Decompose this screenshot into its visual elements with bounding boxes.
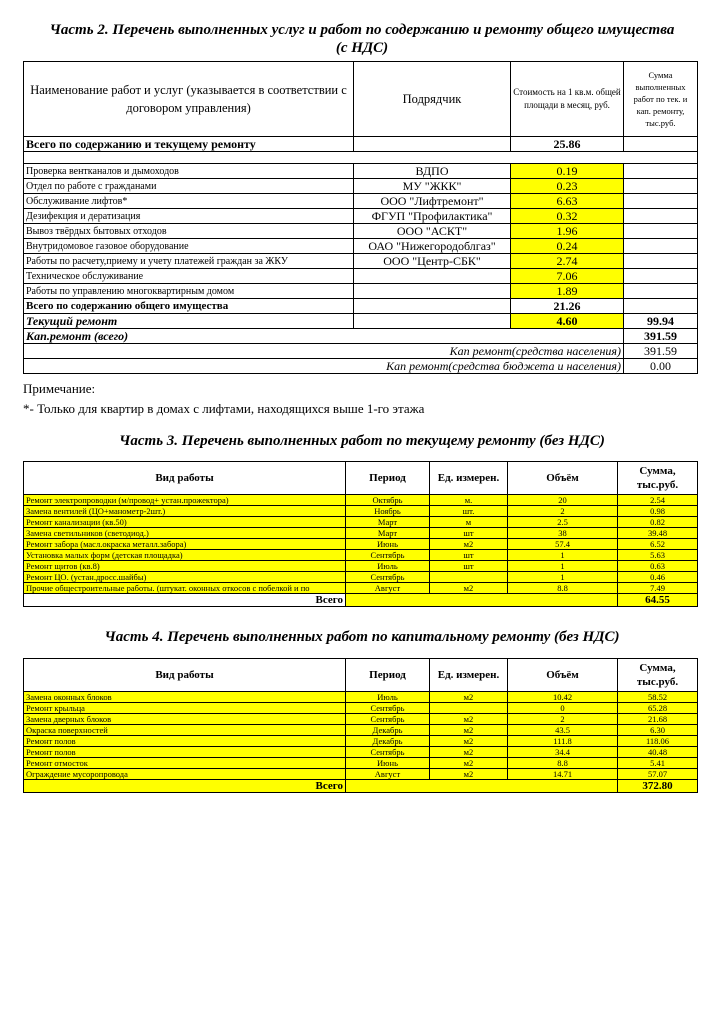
work-volume: 1 xyxy=(508,561,618,572)
work-sum: 6.52 xyxy=(618,539,698,550)
work-name: Замена оконных блоков xyxy=(24,692,346,703)
part3-title: Часть 3. Перечень выполненных работ по текущему ремонту (без НДС) xyxy=(119,433,605,449)
work-sum: 0.46 xyxy=(618,572,698,583)
part2-title-line1: Часть 2. Перечень выполненных услуг и работ по содержанию и ремонту общего имущества xyxy=(49,22,675,38)
common-total-empty xyxy=(354,299,511,314)
p4-total-empty xyxy=(346,780,430,793)
service-sum-empty xyxy=(624,254,698,269)
p3-header-volume: Объём xyxy=(508,462,618,495)
table-row xyxy=(24,517,698,528)
spacer-row xyxy=(24,152,698,164)
work-unit: м2 xyxy=(430,758,508,769)
work-name: Ремонт щитов (кв.8) xyxy=(24,561,346,572)
work-sum: 57.07 xyxy=(618,769,698,780)
current-repair-label: Текущий ремонт xyxy=(24,314,354,329)
work-unit: шт. xyxy=(430,506,508,517)
service-sum-empty xyxy=(624,269,698,284)
work-volume: 20 xyxy=(508,495,618,506)
work-name: Прочие общестроительные работы. (штукат. оконных откосов с побелкой и по xyxy=(24,583,346,594)
part3-table xyxy=(23,461,698,607)
table-row xyxy=(24,539,698,550)
service-contractor xyxy=(354,284,511,299)
service-sum-empty xyxy=(624,224,698,239)
table-row xyxy=(24,495,698,506)
service-name: Работы по расчету,приему и учету платежей граждан за ЖКУ xyxy=(24,254,354,269)
part4-header-row xyxy=(24,659,698,692)
table-row xyxy=(24,583,698,594)
work-volume: 10.42 xyxy=(508,692,618,703)
work-sum: 7.49 xyxy=(618,583,698,594)
service-sum-empty xyxy=(624,179,698,194)
work-name: Ремонт забора (масл.окраска металл.забора) xyxy=(24,539,346,550)
work-unit: м2 xyxy=(430,736,508,747)
work-volume: 2.5 xyxy=(508,517,618,528)
p3-total-label: Всего xyxy=(24,594,346,607)
p4-total-value: 372.80 xyxy=(618,780,698,793)
work-sum: 118.06 xyxy=(618,736,698,747)
service-contractor: ООО "Центр-СБК" xyxy=(354,254,511,269)
work-name: Ремонт полов xyxy=(24,736,346,747)
total-empty xyxy=(354,137,511,152)
p3-total-value: 64.55 xyxy=(618,594,698,607)
work-sum: 6.30 xyxy=(618,725,698,736)
work-unit: м2 xyxy=(430,769,508,780)
service-contractor: ОАО "Нижегородоблгаз" xyxy=(354,239,511,254)
cap-repair-empty xyxy=(354,329,511,344)
work-sum: 39.48 xyxy=(618,528,698,539)
service-name: Внутридомовое газовое оборудование xyxy=(24,239,354,254)
work-sum: 5.63 xyxy=(618,550,698,561)
work-name: Ремонт электропроводки (м/провод+ устан.прожектора) xyxy=(24,495,346,506)
work-volume: 14.71 xyxy=(508,769,618,780)
work-volume: 1 xyxy=(508,550,618,561)
work-unit xyxy=(430,703,508,714)
cap-repair-row xyxy=(24,329,698,344)
p4-header-unit: Ед. измерен. xyxy=(430,659,508,692)
total-sum-empty xyxy=(624,137,698,152)
service-row xyxy=(24,224,698,239)
service-sum-empty xyxy=(624,209,698,224)
service-contractor xyxy=(354,269,511,284)
service-row xyxy=(24,254,698,269)
service-name: Дезифекция и дератизация xyxy=(24,209,354,224)
total-value: 25.86 xyxy=(511,137,624,152)
work-volume: 2 xyxy=(508,714,618,725)
service-cost: 0.32 xyxy=(511,209,624,224)
common-total-row xyxy=(24,299,698,314)
part4-table xyxy=(23,658,698,793)
work-period: Декабрь xyxy=(346,725,430,736)
work-sum: 5.41 xyxy=(618,758,698,769)
service-contractor: ФГУП "Профилактика" xyxy=(354,209,511,224)
work-volume: 111.8 xyxy=(508,736,618,747)
work-name: Ремонт полов xyxy=(24,747,346,758)
work-volume: 38 xyxy=(508,528,618,539)
work-period: Сентябрь xyxy=(346,703,430,714)
table-row xyxy=(24,703,698,714)
note-text: *- Только для квартир в домах с лифтами, находящихся выше 1-го этажа xyxy=(23,401,425,416)
header-name: Наименование работ и услуг (указывается в соответствии с договором управления) xyxy=(24,62,354,137)
p3-header-work: Вид работы xyxy=(24,462,346,495)
work-period: Август xyxy=(346,583,430,594)
service-name: Работы по управлению многоквартирным домом xyxy=(24,284,354,299)
p4-total-row xyxy=(24,780,698,793)
work-unit: м2 xyxy=(430,747,508,758)
cap-pop-row xyxy=(24,344,698,359)
part2-total-row xyxy=(24,137,698,152)
service-cost: 1.96 xyxy=(511,224,624,239)
p4-total-empty2 xyxy=(430,780,508,793)
work-period: Июль xyxy=(346,692,430,703)
header-cost: Стоимость на 1 кв.м. общей площади в месяц, руб. xyxy=(511,62,624,137)
work-volume: 57.4 xyxy=(508,539,618,550)
table-row xyxy=(24,572,698,583)
work-name: Замена дверных блоков xyxy=(24,714,346,725)
work-sum: 65.28 xyxy=(618,703,698,714)
work-volume: 1 xyxy=(508,572,618,583)
work-period: Сентябрь xyxy=(346,550,430,561)
work-unit: шт xyxy=(430,550,508,561)
work-unit: м2 xyxy=(430,725,508,736)
table-row xyxy=(24,561,698,572)
service-row xyxy=(24,194,698,209)
p4-header-work: Вид работы xyxy=(24,659,346,692)
work-unit xyxy=(430,572,508,583)
table-row xyxy=(24,528,698,539)
work-name: Ремонт отмосток xyxy=(24,758,346,769)
cap-budget-row xyxy=(24,359,698,374)
service-cost: 7.06 xyxy=(511,269,624,284)
part2-header-row xyxy=(24,62,698,137)
work-unit: шт xyxy=(430,561,508,572)
work-period: Декабрь xyxy=(346,736,430,747)
work-volume: 34.4 xyxy=(508,747,618,758)
current-repair-cost: 4.60 xyxy=(511,314,624,329)
common-total-value: 21.26 xyxy=(511,299,624,314)
service-cost: 2.74 xyxy=(511,254,624,269)
header-contractor: Подрядчик xyxy=(354,62,511,137)
cap-repair-label: Кап.ремонт (всего) xyxy=(24,329,354,344)
work-period: Август xyxy=(346,769,430,780)
service-contractor: ООО "АСКТ" xyxy=(354,224,511,239)
p3-total-empty2 xyxy=(430,594,508,607)
current-repair-row xyxy=(24,314,698,329)
part4-title: Часть 4. Перечень выполненных работ по капитальному ремонту (без НДС) xyxy=(104,629,620,645)
table-row xyxy=(24,758,698,769)
work-period: Сентябрь xyxy=(346,572,430,583)
cap-budget-sum: 0.00 xyxy=(624,359,698,374)
work-name: Ограждение мусоропровода xyxy=(24,769,346,780)
work-unit: шт xyxy=(430,528,508,539)
service-contractor: ООО "Лифтремонт" xyxy=(354,194,511,209)
service-row xyxy=(24,164,698,179)
spacer-cell xyxy=(24,152,698,164)
work-volume: 43.5 xyxy=(508,725,618,736)
work-name: Замена вентилей (ЦО+манометр-2шт.) xyxy=(24,506,346,517)
service-row xyxy=(24,209,698,224)
cap-repair-sum: 391.59 xyxy=(624,329,698,344)
cap-pop-sum: 391.59 xyxy=(624,344,698,359)
work-unit: м2 xyxy=(430,583,508,594)
work-name: Ремонт канализации (кв.50) xyxy=(24,517,346,528)
service-row xyxy=(24,284,698,299)
service-cost: 0.24 xyxy=(511,239,624,254)
p4-total-empty3 xyxy=(508,780,618,793)
p3-total-empty xyxy=(346,594,430,607)
service-row xyxy=(24,239,698,254)
work-period: Октябрь xyxy=(346,495,430,506)
current-repair-empty xyxy=(354,314,511,329)
work-unit: м2 xyxy=(430,692,508,703)
cap-repair-empty2 xyxy=(511,329,624,344)
part2-title-line2: (с НДС) xyxy=(335,40,389,56)
work-volume: 8.8 xyxy=(508,583,618,594)
work-sum: 58.52 xyxy=(618,692,698,703)
work-period: Июнь xyxy=(346,758,430,769)
work-sum: 0.82 xyxy=(618,517,698,528)
part3-header-row xyxy=(24,462,698,495)
work-sum: 2.54 xyxy=(618,495,698,506)
table-row xyxy=(24,714,698,725)
work-period: Ноябрь xyxy=(346,506,430,517)
service-sum-empty xyxy=(624,239,698,254)
note-title: Примечание: xyxy=(23,381,96,396)
service-cost: 6.63 xyxy=(511,194,624,209)
cap-budget-label: Кап ремонт(средства бюджета и населения) xyxy=(24,359,624,374)
work-period: Март xyxy=(346,528,430,539)
service-name: Техническое обслуживание xyxy=(24,269,354,284)
service-name: Обслуживание лифтов* xyxy=(24,194,354,209)
work-period: Июль xyxy=(346,561,430,572)
service-name: Проверка вентканалов и дымоходов xyxy=(24,164,354,179)
work-volume: 0 xyxy=(508,703,618,714)
service-sum-empty xyxy=(624,194,698,209)
service-cost: 0.23 xyxy=(511,179,624,194)
table-row xyxy=(24,747,698,758)
service-sum-empty xyxy=(624,164,698,179)
p3-header-sum: Сумма, тыс.руб. xyxy=(618,462,698,495)
work-sum: 21.68 xyxy=(618,714,698,725)
service-cost: 0.19 xyxy=(511,164,624,179)
header-sum: Сумма выполненных работ по тек. и кап. ремонту, тыс.руб. xyxy=(624,62,698,137)
p4-total-label: Всего xyxy=(24,780,346,793)
service-cost: 1.89 xyxy=(511,284,624,299)
table-row xyxy=(24,736,698,747)
work-unit: м. xyxy=(430,495,508,506)
service-contractor: ВДПО xyxy=(354,164,511,179)
work-unit: м2 xyxy=(430,714,508,725)
work-sum: 40.48 xyxy=(618,747,698,758)
work-name: Ремонт крыльца xyxy=(24,703,346,714)
service-sum-empty xyxy=(624,284,698,299)
work-unit: м2 xyxy=(430,539,508,550)
service-row xyxy=(24,179,698,194)
service-name: Вывоз твёрдых бытовых отходов xyxy=(24,224,354,239)
work-name: Установка малых форм (детская площадка) xyxy=(24,550,346,561)
table-row xyxy=(24,725,698,736)
p4-header-period: Период xyxy=(346,659,430,692)
work-name: Ремонт ЦО. (устан.дросс.шайбы) xyxy=(24,572,346,583)
work-unit: м xyxy=(430,517,508,528)
common-total-sum-empty xyxy=(624,299,698,314)
total-label: Всего по содержанию и текущему ремонту xyxy=(24,137,354,152)
work-period: Июнь xyxy=(346,539,430,550)
work-name: Окраска поверхностей xyxy=(24,725,346,736)
work-sum: 0.98 xyxy=(618,506,698,517)
service-name: Отдел по работе с гражданами xyxy=(24,179,354,194)
service-contractor: МУ "ЖКК" xyxy=(354,179,511,194)
cap-pop-label: Кап ремонт(средства населения) xyxy=(24,344,624,359)
common-total-label: Всего по содержанию общего имущества xyxy=(24,299,354,314)
p4-header-sum: Сумма, тыс.руб. xyxy=(618,659,698,692)
work-name: Замена светильников (светодиод.) xyxy=(24,528,346,539)
table-row xyxy=(24,769,698,780)
p4-header-volume: Объём xyxy=(508,659,618,692)
work-sum: 0.63 xyxy=(618,561,698,572)
current-repair-sum: 99.94 xyxy=(624,314,698,329)
work-period: Сентябрь xyxy=(346,714,430,725)
work-period: Март xyxy=(346,517,430,528)
p3-header-period: Период xyxy=(346,462,430,495)
work-volume: 2 xyxy=(508,506,618,517)
service-row xyxy=(24,269,698,284)
p3-total-row xyxy=(24,594,698,607)
table-row xyxy=(24,550,698,561)
p3-header-unit: Ед. измерен. xyxy=(430,462,508,495)
work-period: Сентябрь xyxy=(346,747,430,758)
table-row xyxy=(24,506,698,517)
table-row xyxy=(24,692,698,703)
work-volume: 8.8 xyxy=(508,758,618,769)
part2-table xyxy=(23,61,698,374)
p3-total-empty3 xyxy=(508,594,618,607)
